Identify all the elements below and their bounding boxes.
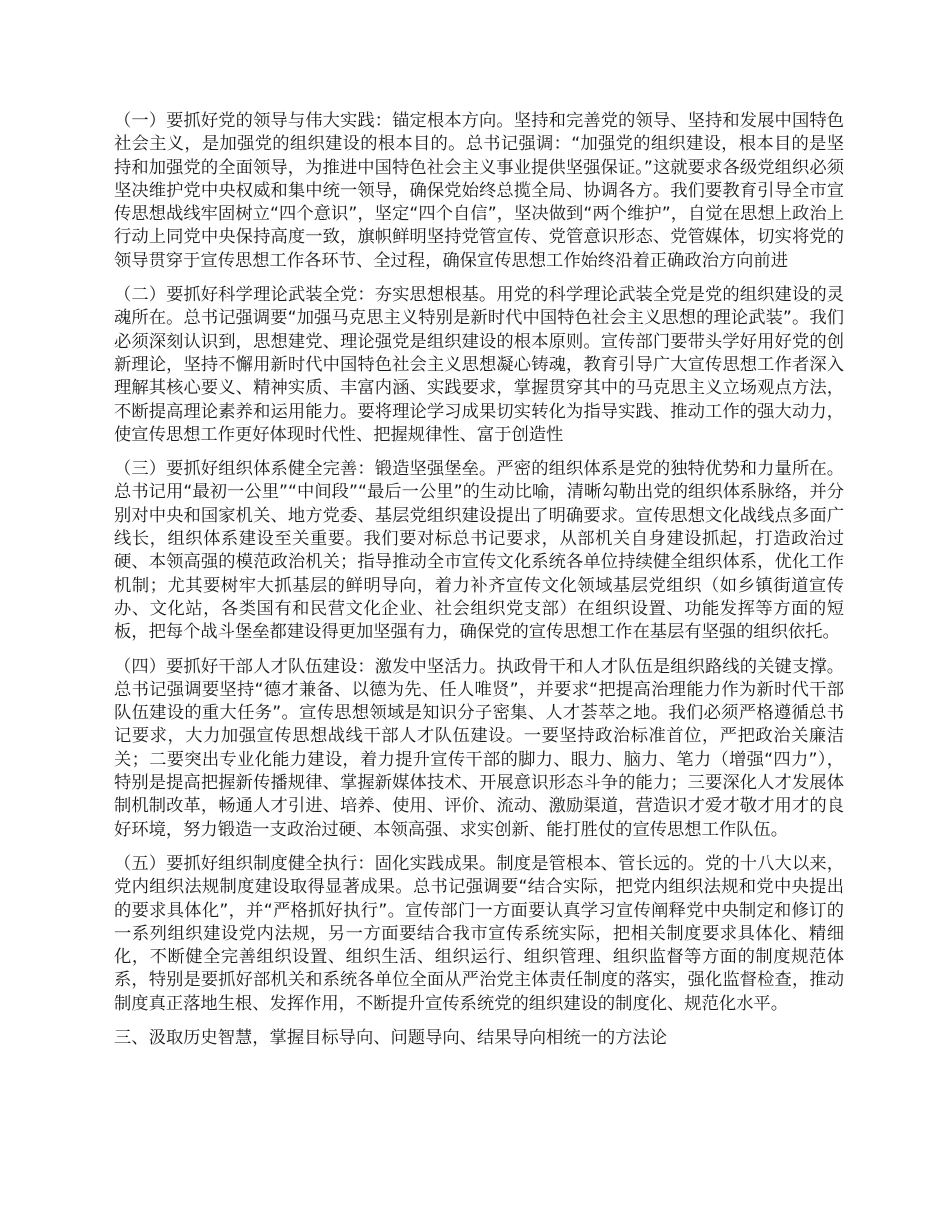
paragraph-section-2: （二）要抓好科学理论武装全党：夯实思想根基。用党的科学理论武装全党是党的组织建设的灵魂所在。总书记强调要“加强马克思主义特别是新时代中国特色社会主义思想的理论武装”。我们必须深刻认识到，思想建党、理论强党是组织建设的根本原则。宣传部门要带头学好用好党的创新理论，坚持不懈用新时代中国特色社会主义思想凝心铸魂，教育引导广大宣传思想工作者深入理解其核心要义、精神实质、丰富内涵、实践要求，掌握贯穿其中的马克思主义立场观点方法，不断提高理论素养和运用能力。要将理论学习成果切实转化为指导实践、推动工作的强大动力，使宣传思想工作更好体现时代性、把握规律性、富于创造性 bbox=[114, 285, 844, 445]
paragraph-section-3: （三）要抓好组织体系健全完善：锻造坚强堡垒。严密的组织体系是党的独特优势和力量所在。总书记用“最初一公里”“中间段”“最后一公里”的生动比喻，清晰勾勒出党的组织体系脉络，并分别对中央和国家机关、地方党委、基层党组织建设提出了明确要求。宣传思想文化战线点多面广线长，组织体系建设至关重要。我们要对标总书记要求，从部机关自身建设抓起，打造政治过硬、本领高强的模范政治机关；指导推动全市宣传文化系统各单位持续健全组织体系，优化工作机制；尤其要树牢大抓基层的鲜明导向，着力补齐宣传文化领域基层党组织（如乡镇街道宣传办、文化站，各类国有和民营文化企业、社会组织党支部）在组织设置、功能发挥等方面的短板，把每个战斗堡垒都建设得更加坚强有力，确保党的宣传思想工作在基层有坚强的组织依托。 bbox=[114, 459, 844, 643]
paragraph-section-1: （一）要抓好党的领导与伟大实践：锚定根本方向。坚持和完善党的领导、坚持和发展中国特色社会主义，是加强党的组织建设的根本目的。总书记强调：“加强党的组织建设，根本目的是坚持和加强党的全面领导，为推进中国特色社会主义事业提供坚强保证。”这就要求各级党组织必须坚决维护党中央权威和集中统一领导，确保党始终总揽全局、协调各方。我们要教育引导全市宣传思想战线牢固树立“四个意识”，坚定“四个自信”，坚决做到“两个维护”，自觉在思想上政治上行动上同党中央保持高度一致，旗帜鲜明坚持党管宣传、党管意识形态、党管媒体，切实将党的领导贯穿于宣传思想工作各环节、全过程，确保宣传思想工作始终沿着正确政治方向前进 bbox=[114, 111, 844, 271]
section-heading-3: 三、汲取历史智慧，掌握目标导向、问题导向、结果导向相统一的方法论 bbox=[114, 1027, 668, 1048]
paragraph-section-4: （四）要抓好干部人才队伍建设：激发中坚活力。执政骨干和人才队伍是组织路线的关键支撑。总书记强调要坚持“德才兼备、以德为先、任人唯贤”，并要求“把提高治理能力作为新时代干部队伍建设的重大任务”。宣传思想领域是知识分子密集、人才荟萃之地。我们必须严格遵循总书记要求，大力加强宣传思想战线干部人才队伍建设。一要坚持政治标准首位，严把政治关廉洁关；二要突出专业化能力建设，着力提升宣传干部的脚力、眼力、脑力、笔力（增强“四力”），特别是提高把握新传播规律、掌握新媒体技术、开展意识形态斗争的能力；三要深化人才发展体制机制改革，畅通人才引进、培养、使用、评价、流动、激励渠道，营造识才爱才敬才用才的良好环境，努力锻造一支政治过硬、本领高强、求实创新、能打胜仗的宣传思想工作队伍。 bbox=[114, 656, 844, 840]
paragraph-section-5: （五）要抓好组织制度健全执行：固化实践成果。制度是管根本、管长远的。党的十八大以来，党内组织法规制度建设取得显著成果。总书记强调要“结合实际，把党内组织法规和党中央提出的要求具体化”，并“严格抓好执行”。宣传部门一方面要认真学习宣传阐释党中央制定和修订的一系列组织建设党内法规，另一方面要结合我市宣传系统实际，把相关制度要求具体化、精细化，不断健全完善组织设置、组织生活、组织运行、组织管理、组织监督等方面的制度规范体系，特别是要抓好部机关和系统各单位全面从严治党主体责任制度的落实，强化监督检查，推动制度真正落地生根、发挥作用，不断提升宣传系统党的组织建设的制度化、规范化水平。 bbox=[114, 853, 844, 1014]
document-body bbox=[114, 110, 844, 1050]
